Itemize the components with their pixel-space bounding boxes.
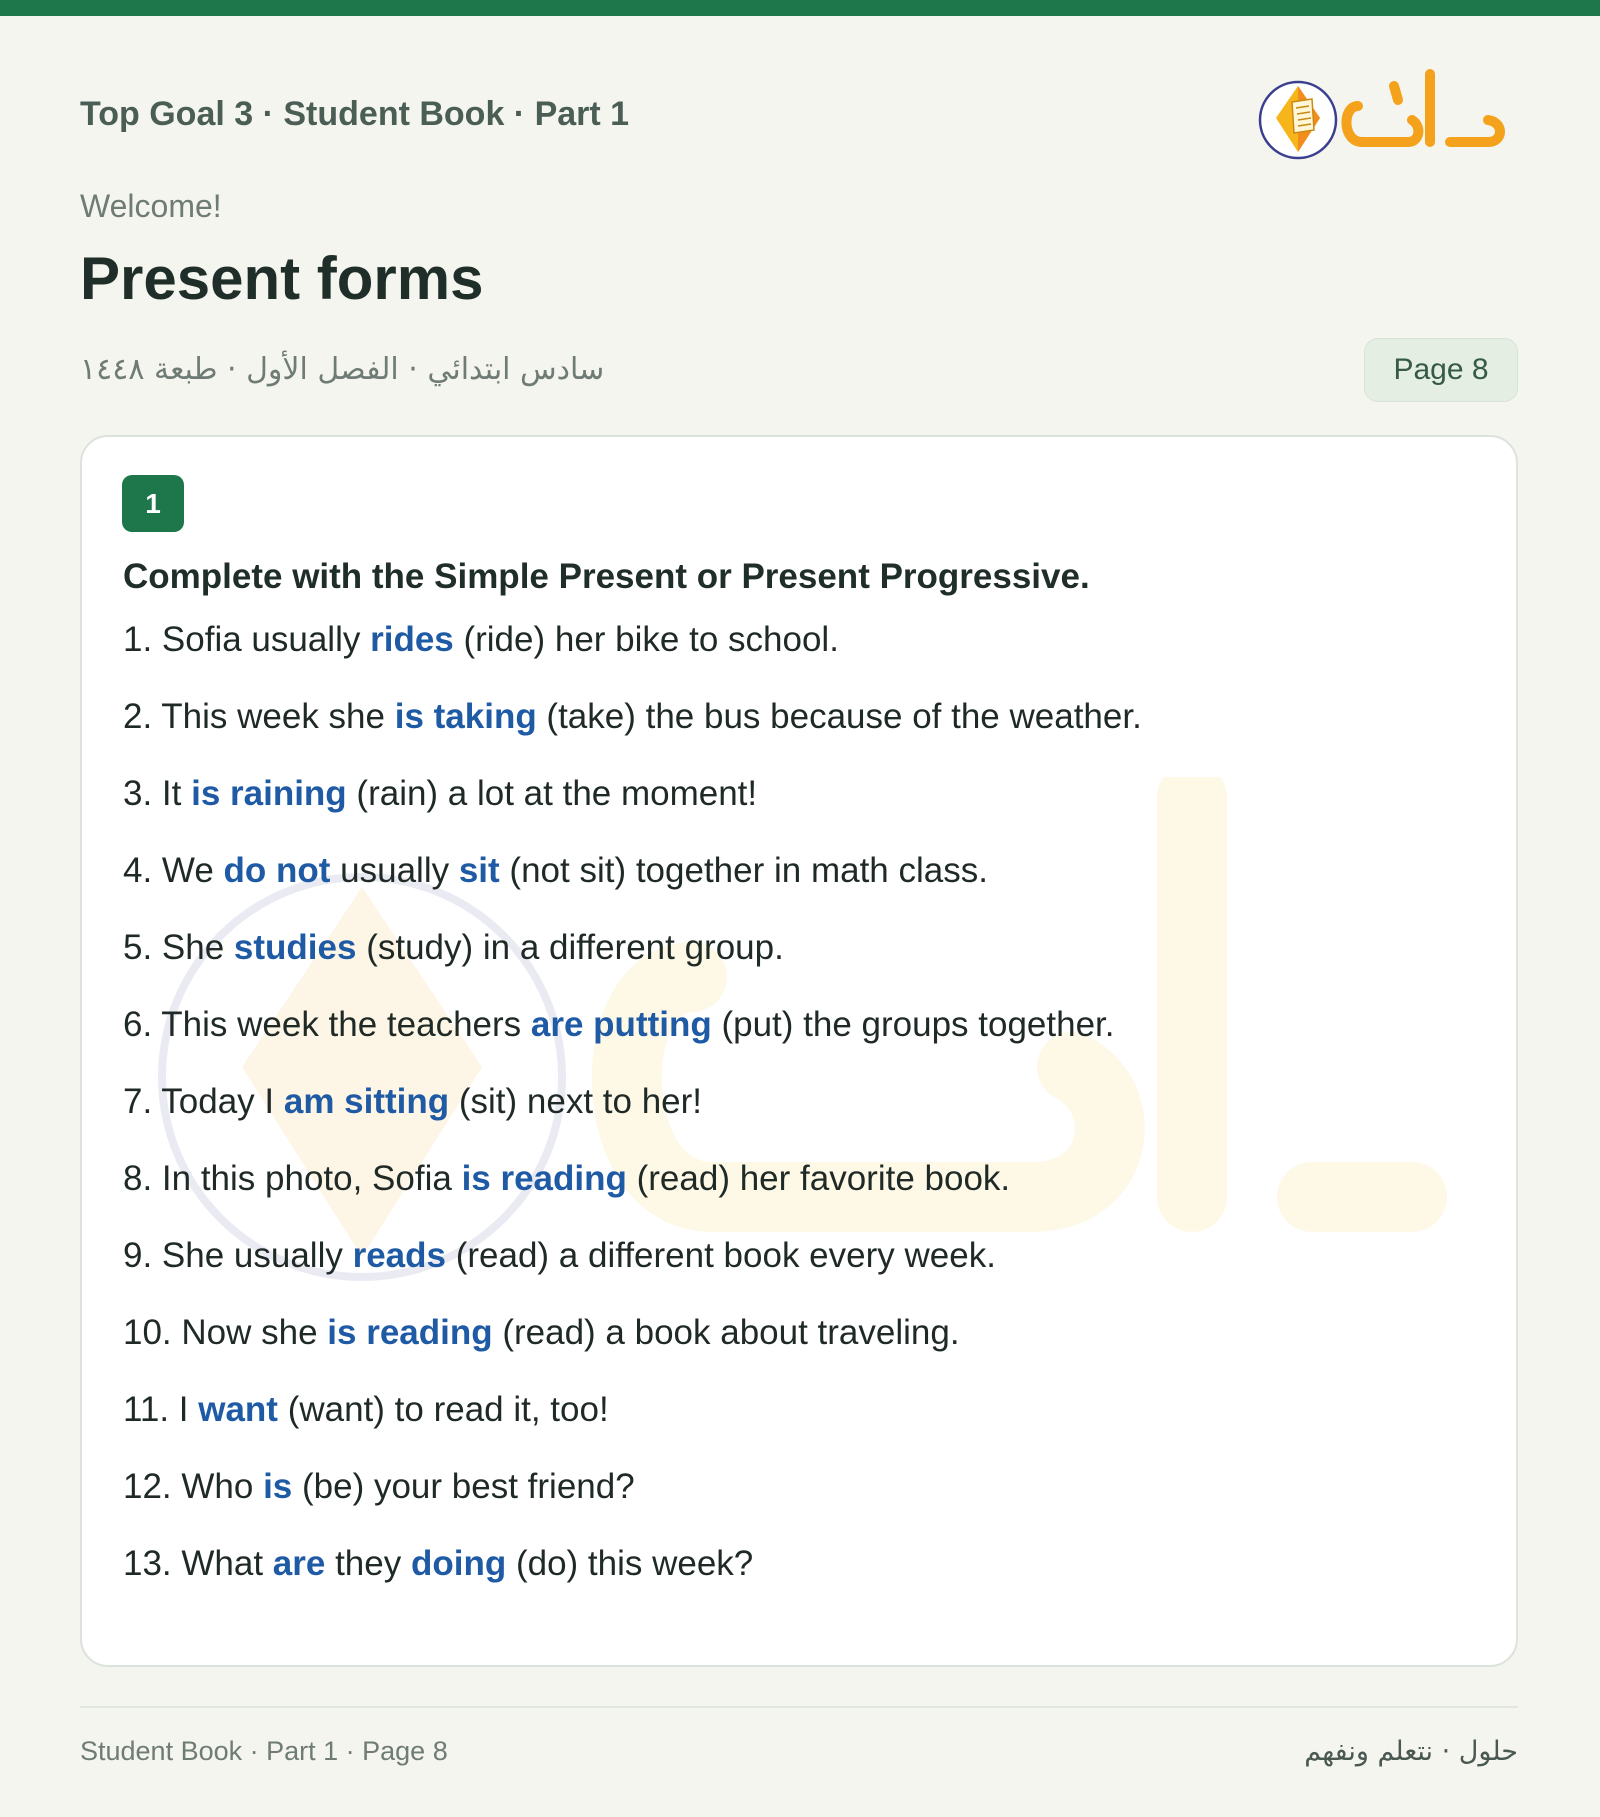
exercise-item [123, 1310, 1142, 1387]
answer-text: is reading [327, 1313, 493, 1352]
exercise-instruction: Complete with the Simple Present or Present Progressive. [123, 557, 1090, 596]
book-title: Top Goal 3 · Student Book · Part 1 [80, 95, 630, 133]
footer-brand-tagline: حلول · نتعلم ونفهم [1304, 1736, 1518, 1767]
answer-text: sit [458, 851, 500, 890]
exercise-item [123, 694, 1142, 771]
page-title: Present forms [80, 245, 484, 312]
grade-term-edition: سادس ابتدائي · الفصل الأول · طبعة ١٤٤٨ [80, 352, 605, 387]
item-text: (be) your best friend? [292, 1467, 635, 1506]
item-text: they [325, 1544, 411, 1583]
answer-text: do not [223, 851, 331, 890]
answer-text: is raining [191, 774, 347, 813]
item-text: 9. She usually [123, 1236, 353, 1275]
item-text: (do) this week? [506, 1544, 754, 1583]
item-text: 7. Today I [123, 1082, 284, 1121]
exercise-item [123, 1079, 1142, 1156]
item-text: 5. She [123, 928, 234, 967]
page-number-badge: Page 8 [1364, 338, 1518, 402]
item-text: 11. I [123, 1390, 199, 1429]
item-text: 2. This week she [123, 697, 395, 736]
answer-text: is taking [394, 697, 537, 736]
answer-text: am sitting [283, 1082, 450, 1121]
exercise-item [123, 771, 1142, 848]
answer-text: are [272, 1544, 326, 1583]
answer-text: doing [410, 1544, 507, 1583]
answer-text: studies [233, 928, 357, 967]
answer-text: rides [370, 620, 454, 659]
top-accent-bar [0, 0, 1600, 16]
exercise-item [123, 848, 1142, 925]
footer-divider [80, 1706, 1518, 1708]
item-text: 4. We [123, 851, 224, 890]
item-text: (put) the groups together. [711, 1005, 1115, 1044]
item-text: (want) to read it, too! [277, 1390, 609, 1429]
item-text: 12. Who [123, 1467, 264, 1506]
item-text: (rain) a lot at the moment! [346, 774, 758, 813]
item-text: 3. It [123, 774, 192, 813]
footer-page-info: Student Book · Part 1 · Page 8 [80, 1736, 448, 1766]
item-text: (not sit) together in math class. [499, 851, 988, 890]
exercise-item [123, 1156, 1142, 1233]
exercise-item [123, 1002, 1142, 1079]
exercise-item [123, 1541, 1142, 1618]
answer-text: is reading [461, 1159, 627, 1198]
item-text: 1. Sofia usually [123, 620, 371, 659]
answer-text: is [263, 1467, 293, 1506]
exercise-item [123, 1387, 1142, 1464]
item-text: 6. This week the teachers [123, 1005, 531, 1044]
item-text: (take) the bus because of the weather. [536, 697, 1142, 736]
exercise-number-badge: 1 [122, 475, 184, 532]
brand-logo[interactable] [1258, 66, 1508, 162]
item-text: (read) a different book every week. [446, 1236, 996, 1275]
book-circle-icon [1260, 82, 1336, 158]
logo-wordmark-icon [1346, 74, 1500, 142]
exercise-items [123, 617, 1142, 1618]
exercise-card [80, 435, 1518, 1667]
item-text: (study) in a different group. [356, 928, 784, 967]
exercise-item [123, 1464, 1142, 1541]
exercise-item [123, 925, 1142, 1002]
exercise-item [123, 1233, 1142, 1310]
unit-label: Welcome! [80, 188, 222, 224]
answer-text: are putting [530, 1005, 712, 1044]
exercise-item [123, 617, 1142, 694]
item-text: 10. Now she [123, 1313, 328, 1352]
item-text: (read) a book about traveling. [492, 1313, 960, 1352]
item-text: (read) her favorite book. [626, 1159, 1011, 1198]
item-text: 13. What [123, 1544, 273, 1583]
item-text: usually [330, 851, 459, 890]
item-text: (sit) next to her! [449, 1082, 703, 1121]
answer-text: want [198, 1390, 278, 1429]
item-text: (ride) her bike to school. [453, 620, 839, 659]
item-text: 8. In this photo, Sofia [123, 1159, 462, 1198]
answer-text: reads [352, 1236, 446, 1275]
